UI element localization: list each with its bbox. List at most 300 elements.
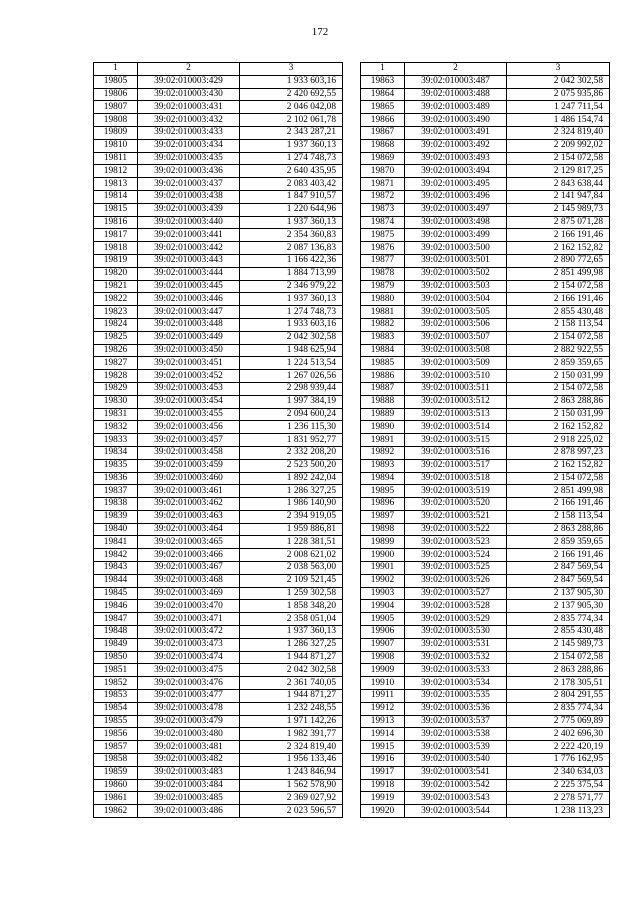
row-number: 19854 <box>94 702 138 715</box>
table-row <box>361 242 610 255</box>
cadastral-value: 2 178 305,51 <box>507 677 610 690</box>
cadastral-value: 2 154 072,58 <box>507 152 610 165</box>
cadastral-value: 2 137 905,30 <box>507 587 610 600</box>
table-row <box>94 600 343 613</box>
cadastral-number: 39:02:010003:525 <box>405 562 507 575</box>
row-number: 19848 <box>94 626 138 639</box>
row-number: 19889 <box>361 408 405 421</box>
row-number: 19911 <box>361 690 405 703</box>
cadastral-number: 39:02:010003:443 <box>138 254 240 267</box>
cadastral-number: 39:02:010003:483 <box>138 766 240 779</box>
cadastral-number: 39:02:010003:529 <box>405 613 507 626</box>
cadastral-number: 39:02:010003:486 <box>138 805 240 818</box>
cadastral-value: 2 209 992,02 <box>507 139 610 152</box>
cadastral-number: 39:02:010003:465 <box>138 536 240 549</box>
row-number: 19914 <box>361 728 405 741</box>
cadastral-number: 39:02:010003:539 <box>405 741 507 754</box>
row-number: 19825 <box>94 331 138 344</box>
cadastral-number: 39:02:010003:485 <box>138 792 240 805</box>
row-number: 19862 <box>94 805 138 818</box>
cadastral-value: 2 102 061,78 <box>240 114 343 127</box>
cadastral-value: 2 847 569,54 <box>507 562 610 575</box>
cadastral-value: 2 154 072,58 <box>507 472 610 485</box>
cadastral-value: 2 882 922,55 <box>507 344 610 357</box>
cadastral-value: 2 863 288,86 <box>507 523 610 536</box>
cadastral-number: 39:02:010003:511 <box>405 382 507 395</box>
table-row <box>361 741 610 754</box>
cadastral-value: 1 486 154,74 <box>507 114 610 127</box>
row-number: 19916 <box>361 754 405 767</box>
cadastral-number: 39:02:010003:477 <box>138 690 240 703</box>
cadastral-value: 2 154 072,58 <box>507 280 610 293</box>
table-row <box>361 114 610 127</box>
row-number: 19873 <box>361 203 405 216</box>
row-number: 19919 <box>361 792 405 805</box>
row-number: 19823 <box>94 306 138 319</box>
table-row <box>361 331 610 344</box>
cadastral-value: 1 238 113,23 <box>507 805 610 818</box>
row-number: 19824 <box>94 318 138 331</box>
cadastral-value: 2 225 375,54 <box>507 779 610 792</box>
table-row <box>361 267 610 280</box>
cadastral-value: 1 831 952,77 <box>240 434 343 447</box>
table-row <box>361 638 610 651</box>
cadastral-value: 1 274 748,73 <box>240 306 343 319</box>
cadastral-value: 1 959 886,81 <box>240 523 343 536</box>
table-row <box>361 562 610 575</box>
cadastral-number: 39:02:010003:450 <box>138 344 240 357</box>
row-number: 19815 <box>94 203 138 216</box>
table-row <box>94 715 343 728</box>
cadastral-value: 1 956 133,46 <box>240 754 343 767</box>
row-number: 19874 <box>361 216 405 229</box>
cadastral-number: 39:02:010003:495 <box>405 178 507 191</box>
cadastral-number: 39:02:010003:435 <box>138 152 240 165</box>
column-header: 1 <box>94 63 138 76</box>
row-number: 19805 <box>94 75 138 88</box>
cadastral-number: 39:02:010003:441 <box>138 229 240 242</box>
cadastral-value: 1 243 846,94 <box>240 766 343 779</box>
row-number: 19808 <box>94 114 138 127</box>
table-row <box>361 677 610 690</box>
table-row <box>94 536 343 549</box>
cadastral-number: 39:02:010003:498 <box>405 216 507 229</box>
cadastral-number: 39:02:010003:501 <box>405 254 507 267</box>
cadastral-number: 39:02:010003:536 <box>405 702 507 715</box>
row-number: 19906 <box>361 626 405 639</box>
cadastral-value: 2 145 989,73 <box>507 203 610 216</box>
table-row <box>94 690 343 703</box>
table-row <box>94 267 343 280</box>
table-row <box>361 88 610 101</box>
row-number: 19915 <box>361 741 405 754</box>
table-row <box>94 613 343 626</box>
row-number: 19891 <box>361 434 405 447</box>
row-number: 19861 <box>94 792 138 805</box>
cadastral-value: 2 042 302,58 <box>240 664 343 677</box>
table-row <box>361 434 610 447</box>
row-number: 19826 <box>94 344 138 357</box>
cadastral-value: 2 154 072,58 <box>507 382 610 395</box>
cadastral-number: 39:02:010003:479 <box>138 715 240 728</box>
table-row <box>94 357 343 370</box>
row-number: 19908 <box>361 651 405 664</box>
row-number: 19863 <box>361 75 405 88</box>
table-row <box>94 805 343 818</box>
table-row <box>361 766 610 779</box>
table-row <box>94 101 343 114</box>
table-row <box>361 549 610 562</box>
cadastral-value: 1 944 871,27 <box>240 690 343 703</box>
table-row <box>361 382 610 395</box>
cadastral-number: 39:02:010003:496 <box>405 190 507 203</box>
cadastral-value: 1 937 360,13 <box>240 216 343 229</box>
cadastral-value: 1 982 391,77 <box>240 728 343 741</box>
column-header: 1 <box>361 63 405 76</box>
row-number: 19843 <box>94 562 138 575</box>
table-row <box>361 165 610 178</box>
column-header: 3 <box>507 63 610 76</box>
cadastral-value: 2 523 500,20 <box>240 459 343 472</box>
cadastral-number: 39:02:010003:460 <box>138 472 240 485</box>
table-row <box>94 766 343 779</box>
cadastral-value: 2 042 302,58 <box>240 331 343 344</box>
row-number: 19855 <box>94 715 138 728</box>
row-number: 19816 <box>94 216 138 229</box>
cadastral-number: 39:02:010003:475 <box>138 664 240 677</box>
cadastral-value: 2 875 071,28 <box>507 216 610 229</box>
cadastral-value: 1 247 711,54 <box>507 101 610 114</box>
row-number: 19812 <box>94 165 138 178</box>
row-number: 19905 <box>361 613 405 626</box>
table-row <box>94 574 343 587</box>
cadastral-number: 39:02:010003:522 <box>405 523 507 536</box>
cadastral-value: 1 933 603,16 <box>240 318 343 331</box>
row-number: 19830 <box>94 395 138 408</box>
table-row <box>94 331 343 344</box>
table-row <box>94 626 343 639</box>
table-row <box>94 88 343 101</box>
row-number: 19851 <box>94 664 138 677</box>
row-number: 19865 <box>361 101 405 114</box>
cadastral-value: 2 340 634,03 <box>507 766 610 779</box>
cadastral-value: 2 402 696,30 <box>507 728 610 741</box>
cadastral-value: 2 154 072,58 <box>507 331 610 344</box>
row-number: 19845 <box>94 587 138 600</box>
cadastral-number: 39:02:010003:500 <box>405 242 507 255</box>
cadastral-number: 39:02:010003:493 <box>405 152 507 165</box>
row-number: 19821 <box>94 280 138 293</box>
cadastral-number: 39:02:010003:451 <box>138 357 240 370</box>
cadastral-number: 39:02:010003:484 <box>138 779 240 792</box>
cadastral-number: 39:02:010003:497 <box>405 203 507 216</box>
row-number: 19829 <box>94 382 138 395</box>
table-row <box>94 254 343 267</box>
cadastral-number: 39:02:010003:457 <box>138 434 240 447</box>
column-header: 2 <box>405 63 507 76</box>
cadastral-number: 39:02:010003:508 <box>405 344 507 357</box>
row-number: 19898 <box>361 523 405 536</box>
cadastral-number: 39:02:010003:473 <box>138 638 240 651</box>
row-number: 19809 <box>94 126 138 139</box>
cadastral-value: 2 162 152,82 <box>507 242 610 255</box>
cadastral-number: 39:02:010003:437 <box>138 178 240 191</box>
row-number: 19910 <box>361 677 405 690</box>
table-row <box>94 510 343 523</box>
cadastral-number: 39:02:010003:534 <box>405 677 507 690</box>
row-number: 19877 <box>361 254 405 267</box>
cadastral-number: 39:02:010003:453 <box>138 382 240 395</box>
row-number: 19879 <box>361 280 405 293</box>
cadastral-number: 39:02:010003:523 <box>405 536 507 549</box>
cadastral-number: 39:02:010003:458 <box>138 446 240 459</box>
table-row <box>361 280 610 293</box>
table-row <box>94 280 343 293</box>
cadastral-number: 39:02:010003:467 <box>138 562 240 575</box>
table-row <box>94 370 343 383</box>
row-number: 19852 <box>94 677 138 690</box>
registry-table-left <box>93 62 343 818</box>
table-row <box>361 754 610 767</box>
cadastral-value: 2 278 571,77 <box>507 792 610 805</box>
cadastral-value: 2 129 817,25 <box>507 165 610 178</box>
cadastral-number: 39:02:010003:474 <box>138 651 240 664</box>
cadastral-number: 39:02:010003:520 <box>405 498 507 511</box>
table-row <box>361 600 610 613</box>
cadastral-number: 39:02:010003:449 <box>138 331 240 344</box>
cadastral-value: 2 855 430,48 <box>507 306 610 319</box>
cadastral-number: 39:02:010003:516 <box>405 446 507 459</box>
cadastral-value: 2 918 225,02 <box>507 434 610 447</box>
table-row <box>361 126 610 139</box>
cadastral-number: 39:02:010003:519 <box>405 485 507 498</box>
cadastral-value: 1 224 513,54 <box>240 357 343 370</box>
cadastral-value: 1 986 140,90 <box>240 498 343 511</box>
cadastral-value: 1 220 644,96 <box>240 203 343 216</box>
row-number: 19807 <box>94 101 138 114</box>
cadastral-number: 39:02:010003:542 <box>405 779 507 792</box>
cadastral-value: 2 843 638,44 <box>507 178 610 191</box>
cadastral-number: 39:02:010003:515 <box>405 434 507 447</box>
row-number: 19894 <box>361 472 405 485</box>
table-row <box>361 75 610 88</box>
table-row <box>361 613 610 626</box>
cadastral-number: 39:02:010003:506 <box>405 318 507 331</box>
cadastral-value: 1 997 384,19 <box>240 395 343 408</box>
table-row <box>94 178 343 191</box>
row-number: 19887 <box>361 382 405 395</box>
row-number: 19901 <box>361 562 405 575</box>
cadastral-value: 2 775 069,89 <box>507 715 610 728</box>
cadastral-number: 39:02:010003:492 <box>405 139 507 152</box>
cadastral-value: 2 042 302,58 <box>507 75 610 88</box>
cadastral-value: 2 346 979,22 <box>240 280 343 293</box>
row-number: 19917 <box>361 766 405 779</box>
row-number: 19878 <box>361 267 405 280</box>
cadastral-value: 1 944 871,27 <box>240 651 343 664</box>
table-row <box>361 498 610 511</box>
table-row <box>361 293 610 306</box>
cadastral-number: 39:02:010003:530 <box>405 626 507 639</box>
row-number: 19832 <box>94 421 138 434</box>
table-header-row <box>361 63 610 76</box>
table-row <box>94 728 343 741</box>
table-row <box>361 229 610 242</box>
table-row <box>94 677 343 690</box>
table-row <box>361 664 610 677</box>
row-number: 19866 <box>361 114 405 127</box>
cadastral-number: 39:02:010003:504 <box>405 293 507 306</box>
table-row <box>94 434 343 447</box>
cadastral-value: 2 358 051,04 <box>240 613 343 626</box>
cadastral-number: 39:02:010003:512 <box>405 395 507 408</box>
cadastral-number: 39:02:010003:456 <box>138 421 240 434</box>
table-row <box>361 370 610 383</box>
row-number: 19842 <box>94 549 138 562</box>
table-row <box>94 459 343 472</box>
row-number: 19896 <box>361 498 405 511</box>
cadastral-number: 39:02:010003:487 <box>405 75 507 88</box>
row-number: 19867 <box>361 126 405 139</box>
cadastral-number: 39:02:010003:444 <box>138 267 240 280</box>
cadastral-number: 39:02:010003:452 <box>138 370 240 383</box>
cadastral-value: 2 361 740,05 <box>240 677 343 690</box>
cadastral-number: 39:02:010003:471 <box>138 613 240 626</box>
cadastral-value: 1 267 026,56 <box>240 370 343 383</box>
cadastral-number: 39:02:010003:509 <box>405 357 507 370</box>
cadastral-value: 1 259 302,58 <box>240 587 343 600</box>
row-number: 19839 <box>94 510 138 523</box>
cadastral-number: 39:02:010003:447 <box>138 306 240 319</box>
table-row <box>361 626 610 639</box>
cadastral-value: 2 162 152,82 <box>507 421 610 434</box>
table-row <box>361 587 610 600</box>
row-number: 19840 <box>94 523 138 536</box>
cadastral-value: 2 222 420,19 <box>507 741 610 754</box>
cadastral-value: 2 420 692,55 <box>240 88 343 101</box>
row-number: 19822 <box>94 293 138 306</box>
cadastral-value: 2 038 563,00 <box>240 562 343 575</box>
row-number: 19880 <box>361 293 405 306</box>
cadastral-number: 39:02:010003:528 <box>405 600 507 613</box>
row-number: 19834 <box>94 446 138 459</box>
cadastral-number: 39:02:010003:505 <box>405 306 507 319</box>
row-number: 19831 <box>94 408 138 421</box>
row-number: 19907 <box>361 638 405 651</box>
row-number: 19856 <box>94 728 138 741</box>
row-number: 19876 <box>361 242 405 255</box>
table-row <box>361 190 610 203</box>
row-number: 19837 <box>94 485 138 498</box>
cadastral-number: 39:02:010003:526 <box>405 574 507 587</box>
row-number: 19882 <box>361 318 405 331</box>
table-row <box>94 498 343 511</box>
cadastral-value: 2 851 499,98 <box>507 267 610 280</box>
table-row <box>94 446 343 459</box>
row-number: 19884 <box>361 344 405 357</box>
cadastral-number: 39:02:010003:463 <box>138 510 240 523</box>
row-number: 19902 <box>361 574 405 587</box>
cadastral-number: 39:02:010003:541 <box>405 766 507 779</box>
cadastral-number: 39:02:010003:442 <box>138 242 240 255</box>
table-row <box>361 702 610 715</box>
row-number: 19846 <box>94 600 138 613</box>
table-row <box>361 408 610 421</box>
cadastral-value: 2 343 287,21 <box>240 126 343 139</box>
cadastral-number: 39:02:010003:517 <box>405 459 507 472</box>
row-number: 19859 <box>94 766 138 779</box>
row-number: 19897 <box>361 510 405 523</box>
table-row <box>361 357 610 370</box>
cadastral-value: 2 008 621,02 <box>240 549 343 562</box>
row-number: 19836 <box>94 472 138 485</box>
cadastral-number: 39:02:010003:459 <box>138 459 240 472</box>
table-row <box>361 459 610 472</box>
table-row <box>94 229 343 242</box>
cadastral-number: 39:02:010003:466 <box>138 549 240 562</box>
table-row <box>361 715 610 728</box>
row-number: 19892 <box>361 446 405 459</box>
table-row <box>94 190 343 203</box>
cadastral-value: 1 286 327,25 <box>240 485 343 498</box>
cadastral-number: 39:02:010003:543 <box>405 792 507 805</box>
cadastral-value: 2 094 600,24 <box>240 408 343 421</box>
table-row <box>361 779 610 792</box>
cadastral-number: 39:02:010003:532 <box>405 651 507 664</box>
cadastral-value: 1 562 578,90 <box>240 779 343 792</box>
cadastral-value: 1 166 422,36 <box>240 254 343 267</box>
cadastral-value: 2 835 774,34 <box>507 702 610 715</box>
cadastral-value: 2 298 939,44 <box>240 382 343 395</box>
table-row <box>361 139 610 152</box>
cadastral-value: 1 937 360,13 <box>240 139 343 152</box>
table-row <box>361 306 610 319</box>
cadastral-value: 2 145 989,73 <box>507 638 610 651</box>
table-row <box>94 242 343 255</box>
table-row <box>94 306 343 319</box>
cadastral-number: 39:02:010003:518 <box>405 472 507 485</box>
table-row <box>361 472 610 485</box>
table-row <box>94 408 343 421</box>
cadastral-value: 2 083 403,42 <box>240 178 343 191</box>
row-number: 19813 <box>94 178 138 191</box>
table-row <box>94 741 343 754</box>
cadastral-value: 1 228 381,51 <box>240 536 343 549</box>
cadastral-value: 2 878 997,23 <box>507 446 610 459</box>
table-row <box>94 523 343 536</box>
table-row <box>361 318 610 331</box>
table-row <box>94 754 343 767</box>
table-row <box>361 178 610 191</box>
cadastral-number: 39:02:010003:433 <box>138 126 240 139</box>
row-number: 19890 <box>361 421 405 434</box>
row-number: 19875 <box>361 229 405 242</box>
cadastral-value: 2 141 947,84 <box>507 190 610 203</box>
table-row <box>361 395 610 408</box>
cadastral-value: 2 023 596,57 <box>240 805 343 818</box>
row-number: 19886 <box>361 370 405 383</box>
registry-table-right <box>360 62 610 818</box>
row-number: 19909 <box>361 664 405 677</box>
cadastral-value: 1 847 910,57 <box>240 190 343 203</box>
cadastral-number: 39:02:010003:488 <box>405 88 507 101</box>
table-row <box>361 651 610 664</box>
cadastral-value: 1 948 625,94 <box>240 344 343 357</box>
row-number: 19883 <box>361 331 405 344</box>
cadastral-value: 2 847 569,54 <box>507 574 610 587</box>
table-row <box>361 805 610 818</box>
row-number: 19868 <box>361 139 405 152</box>
